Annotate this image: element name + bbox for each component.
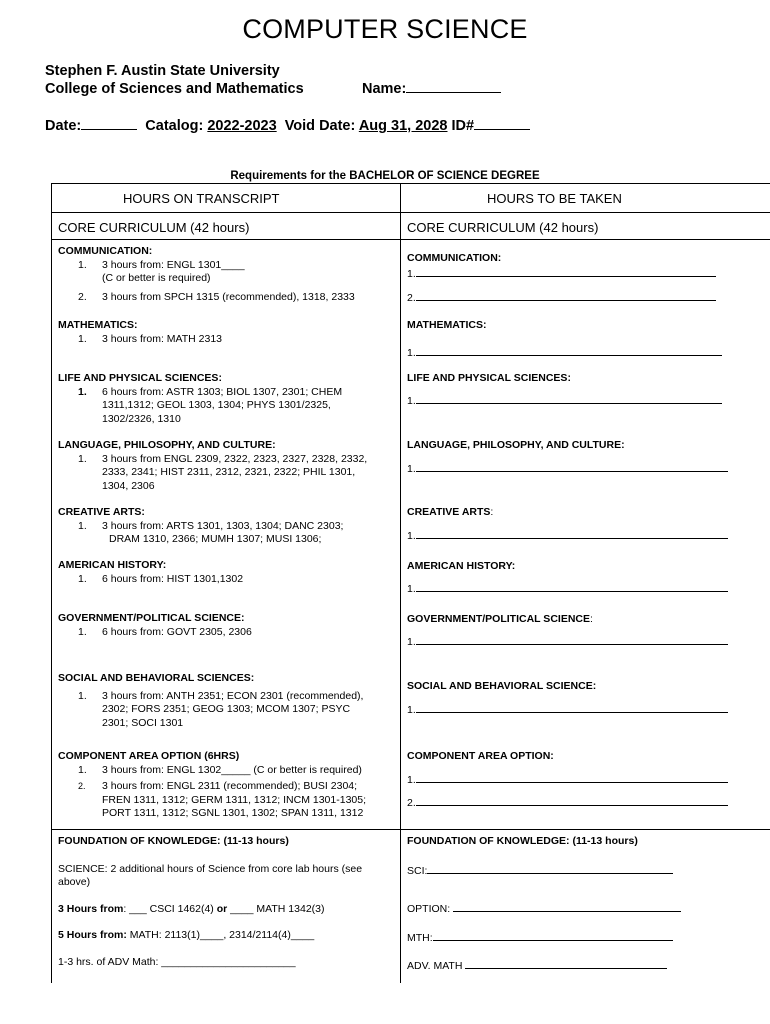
blank-line[interactable]: 1.	[407, 702, 728, 718]
three-hours-line: 3 Hours from: ___ CSCI 1462(4) or ____ MATH 1342(3)	[58, 902, 325, 915]
page-title: COMPUTER SCIENCE	[242, 14, 528, 44]
blank-line[interactable]: 1.	[407, 581, 728, 597]
void-date-label: Void Date:	[284, 118, 356, 134]
creative-arts-title: CREATIVE ARTS:	[407, 506, 494, 518]
catalog-value: 2022-2023	[207, 118, 277, 134]
list-item: 1. 3 hours from ENGL 2309, 2322, 2323, 2327, 2328, 2332, 2333, 2341; HIST 2311, 2312, 2321, 2322; PHIL 1301, 1304, 2306	[78, 452, 368, 492]
blank-line[interactable]: 1.	[407, 772, 728, 788]
language-title: LANGUAGE, PHILOSOPHY, AND CULTURE:	[407, 439, 625, 451]
name-blank[interactable]	[406, 82, 501, 93]
left-government	[58, 612, 398, 639]
right-creative-arts	[407, 506, 728, 543]
right-communication	[407, 252, 716, 306]
left-component-area	[58, 750, 398, 821]
list-item: 1. 3 hours from: ARTS 1301, 1303, 1304; DANC 2303; DRAM 1310, 2366; MUMH 1307; MUSI 1306;	[78, 519, 344, 545]
american-history-title: AMERICAN HISTORY:	[407, 560, 516, 572]
core-curriculum-right: CORE CURRICULUM (42 hours)	[407, 220, 599, 235]
adv-math-line[interactable]: ADV. MATH	[407, 958, 681, 974]
right-foundation	[407, 835, 681, 974]
foundation-divider	[51, 829, 770, 830]
list-item: 1. 3 hours from: ANTH 2351; ECON 2301 (recommended), 2302; FORS 2351; GEOG 1303; MCOM 1307; PSYC 2301; SOCI 1301	[78, 689, 364, 729]
foundation-title: FOUNDATION OF KNOWLEDGE: (11-13 hours)	[407, 835, 638, 847]
table-border-left	[51, 183, 52, 983]
core-curriculum-left: CORE CURRICULUM (42 hours)	[58, 220, 250, 235]
left-american-history	[58, 559, 398, 586]
creative-arts-title: CREATIVE ARTS:	[58, 506, 145, 518]
blank-line[interactable]: 1.	[407, 528, 728, 544]
blank-line[interactable]: 2.	[407, 290, 716, 306]
life-sciences-title: LIFE AND PHYSICAL SCIENCES:	[58, 372, 222, 384]
name-label: Name:	[362, 81, 407, 97]
government-title: GOVERNMENT/POLITICAL SCIENCE:	[58, 612, 245, 624]
date-blank[interactable]	[81, 119, 137, 130]
american-history-title: AMERICAN HISTORY:	[58, 559, 167, 571]
list-item: 1. 6 hours from: HIST 1301,1302	[78, 572, 244, 585]
blank-line[interactable]: 1.	[407, 461, 728, 477]
column-header-right: HOURS TO BE TAKEN	[487, 191, 622, 206]
table-border-top	[51, 183, 770, 184]
communication-title: COMMUNICATION:	[407, 252, 502, 264]
right-social-sciences	[407, 680, 728, 717]
column-divider	[400, 183, 401, 983]
adv-math-line: 1-3 hrs. of ADV Math: _______________________	[58, 955, 296, 968]
left-life-sciences	[58, 372, 398, 426]
list-item: 2. 3 hours from: ENGL 2311 (recommended); BUSI 2304; FREN 1311, 1312; GERM 1311, 1312; INCM 1301-1305; PORT 1311, 1312; SGNL 1301, 1302; SPAN 1311, 1312	[78, 780, 367, 819]
left-foundation	[58, 835, 398, 969]
name-field[interactable]	[362, 81, 501, 97]
date-catalog-row	[45, 118, 530, 134]
list-item: 2. 3 hours from SPCH 1315 (recommended), 1318, 2333	[78, 290, 355, 303]
list-item: 1. 3 hours from: MATH 2313	[78, 332, 223, 345]
left-mathematics	[58, 319, 398, 346]
right-language	[407, 439, 728, 476]
blank-line[interactable]: 1.	[407, 345, 722, 361]
communication-title: COMMUNICATION:	[58, 245, 153, 257]
right-life-sciences	[407, 372, 722, 408]
blank-line[interactable]: 2.	[407, 795, 728, 811]
sci-line[interactable]: SCI:	[407, 863, 681, 879]
right-component-area	[407, 750, 728, 811]
social-sciences-title: SOCIAL AND BEHAVIORAL SCIENCES:	[58, 672, 255, 684]
core-divider	[51, 239, 770, 240]
id-label: ID#	[451, 118, 475, 134]
blank-line[interactable]: 1.	[407, 266, 716, 282]
right-american-history	[407, 560, 728, 596]
void-date-value: Aug 31, 2028	[358, 118, 448, 134]
mathematics-title: MATHEMATICS:	[58, 319, 138, 331]
university-name: Stephen F. Austin State University	[45, 63, 280, 79]
component-area-title: COMPONENT AREA OPTION:	[407, 750, 554, 762]
requirements-table	[51, 183, 770, 983]
id-blank[interactable]	[474, 119, 530, 130]
left-social-sciences	[58, 672, 398, 730]
list-item: 1. 3 hours from: ENGL 1301____ (C or better is required)	[78, 258, 245, 284]
social-sciences-title: SOCIAL AND BEHAVIORAL SCIENCE:	[407, 680, 597, 692]
blank-line[interactable]: 1.	[407, 393, 722, 409]
header-divider	[51, 212, 770, 213]
five-hours-line: 5 Hours from: MATH: 2113(1)____, 2314/2114(4)____	[58, 929, 315, 941]
right-mathematics	[407, 319, 722, 360]
list-item: 1. 6 hours from: GOVT 2305, 2306	[78, 625, 252, 638]
date-label: Date:	[45, 118, 82, 134]
left-communication	[58, 245, 398, 304]
government-title: GOVERNMENT/POLITICAL SCIENCE:	[407, 613, 593, 625]
column-header-left: HOURS ON TRANSCRIPT	[123, 191, 280, 206]
mathematics-title: MATHEMATICS:	[407, 319, 487, 331]
language-title: LANGUAGE, PHILOSOPHY, AND CULTURE:	[58, 439, 276, 451]
catalog-label: Catalog:	[145, 118, 204, 134]
list-item: 1. 3 hours from: ENGL 1302_____ (C or better is required)	[78, 763, 362, 776]
option-line[interactable]: OPTION:	[407, 901, 681, 917]
requirements-title: Requirements for the BACHELOR OF SCIENCE DEGREE	[230, 170, 540, 182]
blank-line[interactable]: 1.	[407, 634, 728, 650]
life-sciences-title: LIFE AND PHYSICAL SCIENCES:	[407, 372, 571, 384]
science-line: SCIENCE: 2 additional hours of Science from core lab hours (see above)	[58, 862, 363, 888]
college-name: College of Sciences and Mathematics	[45, 81, 304, 97]
left-creative-arts	[58, 506, 398, 547]
foundation-title: FOUNDATION OF KNOWLEDGE: (11-13 hours)	[58, 835, 289, 847]
right-government	[407, 613, 728, 649]
left-language	[58, 439, 398, 493]
component-area-title: COMPONENT AREA OPTION (6HRS)	[58, 750, 240, 762]
list-item: 1. 6 hours from: ASTR 1303; BIOL 1307, 2301; CHEM 1311,1312; GEOL 1303, 1304; PHYS 1301/2325, 1302/2326, 1310	[78, 385, 343, 425]
mth-line[interactable]: MTH:	[407, 930, 681, 946]
